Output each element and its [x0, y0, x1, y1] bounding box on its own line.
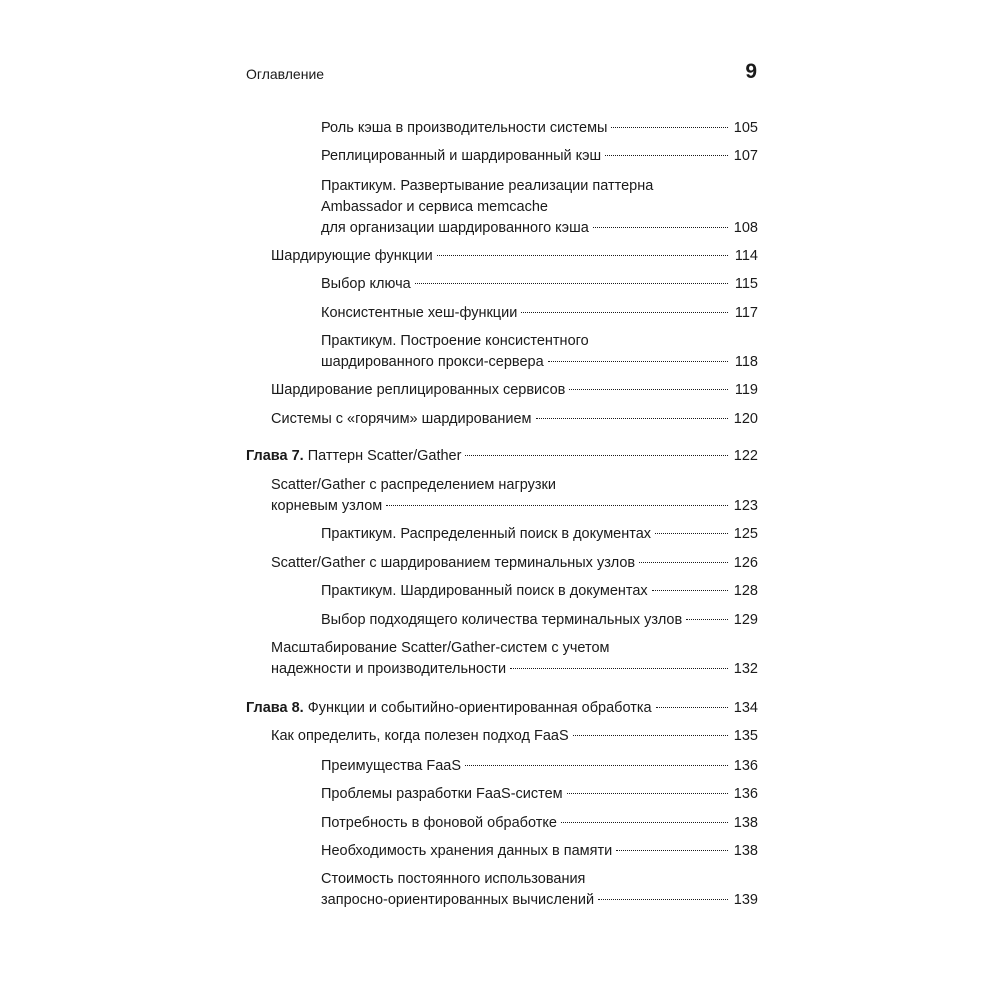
toc-entry — [321, 176, 758, 239]
toc-entry-title-line: Стоимость постоянного использования — [321, 871, 586, 887]
dot-leader — [655, 533, 728, 534]
toc-page-number: 138 — [733, 843, 758, 859]
dot-leader — [652, 590, 728, 591]
toc-entry-title-line: для организации шардированного кэша — [321, 220, 589, 236]
toc-chapter-entry — [246, 446, 758, 467]
toc-entry — [271, 475, 758, 517]
toc-entry — [321, 756, 758, 777]
dot-leader — [598, 899, 728, 900]
chapter-label: Глава 8. — [246, 700, 304, 716]
toc-page-number: 122 — [733, 448, 758, 464]
toc-entry — [271, 638, 758, 680]
toc-entry-title-line: надежности и производительности — [271, 661, 507, 677]
toc-page-number: 132 — [733, 661, 758, 677]
toc-entry-title-line: Практикум. Построение консистентного — [321, 333, 589, 349]
toc-entry — [321, 303, 758, 324]
chapter-title: Паттерн Scatter/Gather — [307, 448, 462, 464]
toc-entry — [321, 118, 758, 139]
toc-entry-title: Проблемы разработки FaaS-систем — [321, 786, 563, 802]
toc-entry — [271, 553, 758, 574]
toc-entry — [321, 813, 758, 834]
dot-leader — [510, 668, 728, 669]
toc-entry-title — [246, 698, 652, 719]
toc-entry-title-line: Scatter/Gather с распределением нагрузки — [271, 477, 556, 493]
dot-leader — [548, 361, 728, 362]
toc-entry — [321, 784, 758, 805]
toc-page-number: 129 — [733, 612, 758, 628]
toc-page-number: 114 — [734, 248, 758, 264]
toc-entry — [321, 274, 758, 295]
toc-entry-title-line: шардированного прокси-сервера — [321, 354, 544, 370]
dot-leader — [656, 707, 728, 708]
toc-entry-title — [321, 176, 758, 218]
toc-page-number: 117 — [734, 305, 758, 321]
toc-entry-title: Выбор подходящего количества терминальных узлов — [321, 612, 683, 628]
toc-entry — [321, 581, 758, 602]
toc-page-number: 125 — [733, 526, 758, 542]
dot-leader — [605, 155, 728, 156]
toc-page-number: 119 — [734, 382, 758, 398]
dot-leader — [521, 312, 728, 313]
dot-leader — [536, 418, 729, 419]
dot-leader — [465, 765, 728, 766]
toc-entry-title-line: Масштабирование Scatter/Gather-систем с учетом — [271, 640, 610, 656]
toc-page-number: 135 — [733, 728, 758, 744]
toc-entry — [321, 610, 758, 631]
running-title: Оглавление — [246, 66, 325, 82]
toc-page-number: 134 — [733, 700, 758, 716]
dot-leader — [465, 455, 728, 456]
toc-chapter-entry — [246, 698, 758, 719]
toc-page-number: 138 — [733, 815, 758, 831]
chapter-label: Глава 7. — [246, 448, 304, 464]
toc-page-number: 108 — [733, 220, 758, 236]
dot-leader — [569, 389, 728, 390]
toc-entry-title: Потребность в фоновой обработке — [321, 815, 557, 831]
toc-entry — [271, 409, 758, 430]
toc-page-number: 136 — [733, 786, 758, 802]
toc-entry-title-line: Ambassador и сервиса memcache — [321, 199, 548, 215]
toc-entry-title: Как определить, когда полезен подход FaaS — [271, 728, 569, 744]
toc-entry-title: Консистентные хеш-функции — [321, 305, 518, 321]
toc-entry-title: Реплицированный и шардированный кэш — [321, 148, 602, 164]
toc-entry — [271, 726, 758, 747]
toc-entry — [321, 841, 758, 862]
toc-page-number: 115 — [734, 276, 758, 292]
toc-entry-title: Необходимость хранения данных в памяти — [321, 843, 613, 859]
toc-entry-title-line: Практикум. Развертывание реализации паттерна — [321, 178, 654, 194]
toc-entry-title: Практикум. Распределенный поиск в документах — [321, 526, 652, 542]
toc-entry-title: Системы с «горячим» шардированием — [271, 411, 532, 427]
toc-page-number: 128 — [733, 583, 758, 599]
dot-leader — [437, 255, 728, 256]
toc-page-number: 123 — [733, 498, 758, 514]
toc-entry — [321, 869, 758, 911]
toc-entry — [271, 246, 758, 267]
dot-leader — [561, 822, 728, 823]
dot-leader — [386, 505, 728, 506]
dot-leader — [567, 793, 728, 794]
toc-entry-title-line: запросно-ориентированных вычислений — [321, 892, 595, 908]
page-number: 9 — [745, 60, 757, 83]
toc-page-number: 120 — [733, 411, 758, 427]
dot-leader — [639, 562, 728, 563]
toc-entry-title — [246, 446, 461, 467]
chapter-title: Функции и событийно-ориентированная обработка — [307, 700, 652, 716]
dot-leader — [573, 735, 728, 736]
toc-entry-title: Выбор ключа — [321, 276, 411, 292]
toc-entry-title: Шардирующие функции — [271, 248, 433, 264]
dot-leader — [415, 283, 728, 284]
toc-entry-title: Практикум. Шардированный поиск в документах — [321, 583, 648, 599]
toc-page-number: 118 — [734, 354, 758, 370]
dot-leader — [593, 227, 728, 228]
dot-leader — [686, 619, 728, 620]
toc-entry — [271, 380, 758, 401]
dot-leader — [616, 850, 728, 851]
toc-entry — [321, 146, 758, 167]
toc-page-number: 126 — [733, 555, 758, 571]
toc-page-number: 136 — [733, 758, 758, 774]
dot-leader — [611, 127, 728, 128]
toc-page-number: 139 — [733, 892, 758, 908]
toc-entry-title-line: корневым узлом — [271, 498, 383, 514]
toc-entry-title: Scatter/Gather с шардированием терминальных узлов — [271, 555, 636, 571]
toc-entry — [321, 524, 758, 545]
toc-entry-title: Шардирование реплицированных сервисов — [271, 382, 566, 398]
toc-page-number: 105 — [733, 120, 758, 136]
toc-page-number: 107 — [733, 148, 758, 164]
toc-entry — [321, 331, 758, 373]
toc-entry-title: Роль кэша в производительности системы — [321, 120, 608, 136]
toc-entry-title: Преимущества FaaS — [321, 758, 462, 774]
